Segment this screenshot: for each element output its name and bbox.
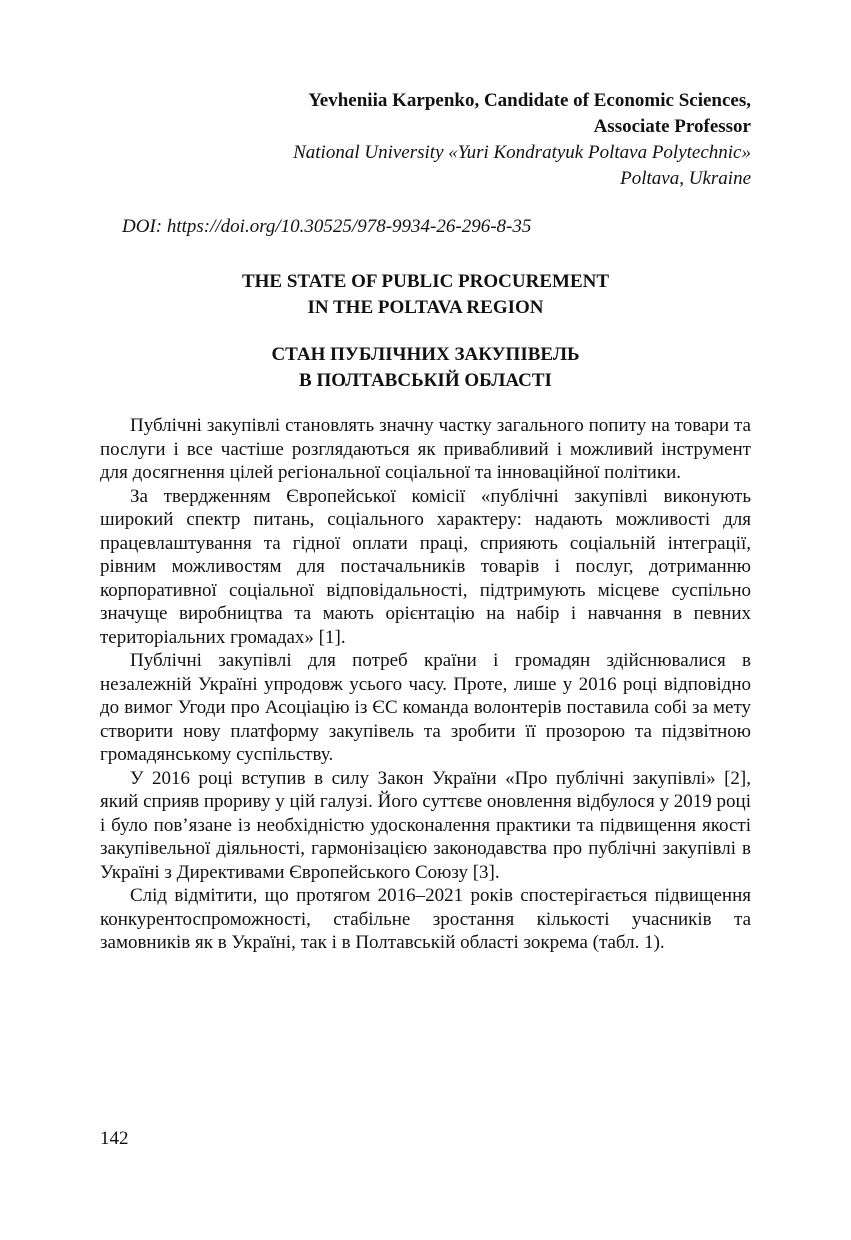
- title-english-line-1: THE STATE OF PUBLIC PROCUREMENT: [241, 271, 610, 292]
- body-text: [100, 414, 751, 955]
- paragraph: У 2016 році вступив в силу Закон України «Про публічні закупівлі» [2], який сприяв прориву у цій галузі. Його суттєве оновлення відбулося у 2019 році і було пов’язане із необхідністю удосконалення практики та підвищення якості закупівельної діяльності, гармонізацією законодавства про публічні закупівлі в Україні з Директивами Європейського Союзу [3].: [100, 767, 751, 883]
- author-name: Yevheniia Karpenko, Candidate of Economic Sciences,: [308, 90, 751, 111]
- author-position: Associate Professor: [593, 116, 751, 137]
- title-english: [100, 269, 751, 321]
- paragraph: Публічні закупівлі для потреб країни і громадян здійснювалися в незалежній Україні упродовж усього часу. Проте, лише у 2016 році відповідно до вимог Угоди про Асоціацію із ЄС команда волонтерів поставила собі за мету створити нову платформу закупівель та зробити її прозорою та підзвітною громадянському суспільству.: [100, 650, 751, 765]
- title-ukrainian-line-2: В ПОЛТАВСЬКІЙ ОБЛАСТІ: [299, 370, 552, 391]
- doi-line: DOI: https://doi.org/10.30525/978-9934-26-296-8-35: [122, 216, 532, 237]
- author-affiliation: National University «Yuri Kondratyuk Poltava Polytechnic»: [293, 142, 751, 163]
- author-block: [100, 88, 751, 192]
- paragraph: За твердженням Європейської комісії «публічні закупівлі виконують широкий спектр питань, соціального характеру: надають можливості для працевлаштування та гідної оплати праці, сприяють соціальній інтеграції, рівним можливостям для постачальників товарів і послуг, дотриманню корпоративної соціальної відповідальності, підтримують місцеве суспільно значуще виробництва та мають орієнтацію на набір і навчання в певних територіальних громадах» [1].: [100, 485, 751, 648]
- title-ukrainian: [100, 342, 751, 394]
- author-location: Poltava, Ukraine: [620, 168, 751, 189]
- title-ukrainian-line-1: СТАН ПУБЛІЧНИХ ЗАКУПІВЕЛЬ: [271, 344, 580, 365]
- title-english-line-2: IN THE POLTAVA REGION: [307, 297, 544, 318]
- paragraph: Публічні закупівлі становлять значну частку загального попиту на товари та послуги і все частіше розглядаються як привабливий і можливий інструмент для досягнення цілей регіональної соціальної та інноваційної політики.: [100, 415, 751, 483]
- page-number: 142: [100, 1128, 129, 1149]
- paragraph: Слід відмітити, що протягом 2016–2021 років спостерігається підвищення конкурентоспроможності, стабільне зростання кількості учасників та замовників як в Україні, так і в Полтавській області зокрема (табл. 1).: [100, 885, 751, 953]
